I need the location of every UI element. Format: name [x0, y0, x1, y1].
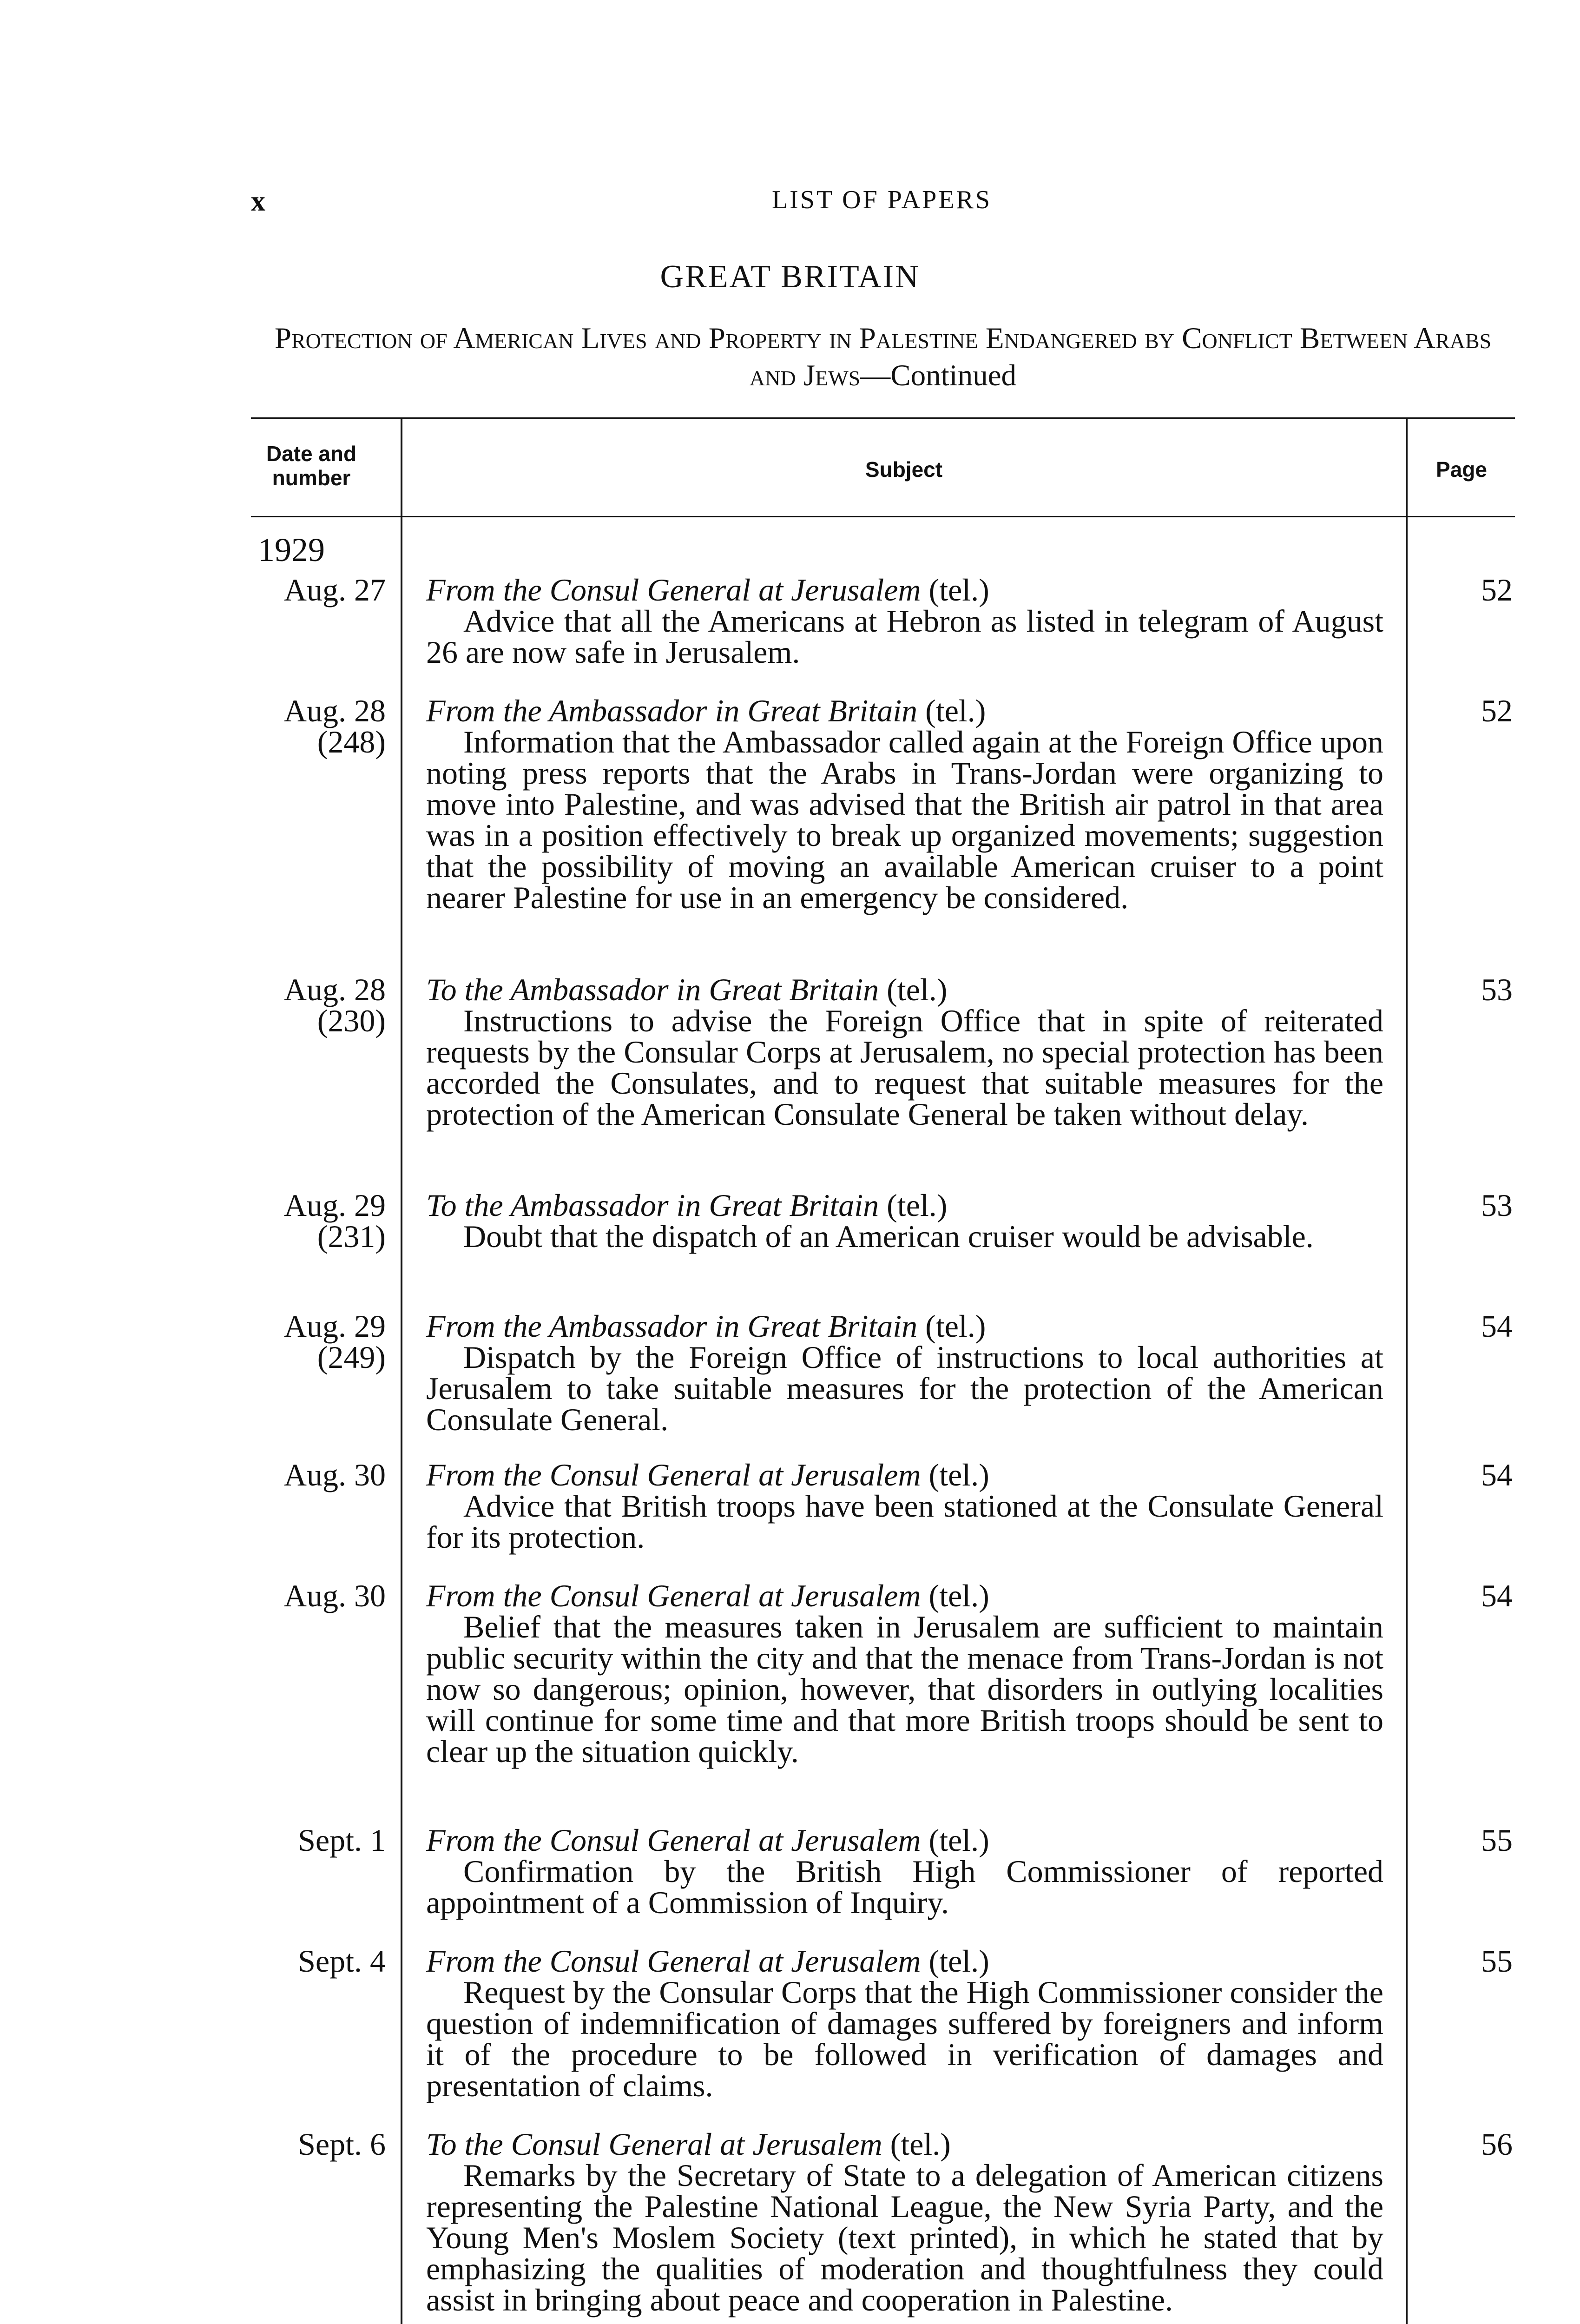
subject-cell — [426, 574, 1383, 668]
entry-heading — [426, 1822, 1383, 1858]
entry-page: 54 — [1481, 1308, 1513, 1344]
entry-heading-text: From the Consul General at Jerusalem — [426, 1457, 921, 1492]
entry-heading-text: From the Consul General at Jerusalem — [426, 1822, 921, 1858]
entry-heading-text: To the Ambassador in Great Britain — [426, 1188, 879, 1223]
section-title-suffix: —Continued — [860, 359, 1017, 392]
entry-tel: (tel.) — [928, 1943, 989, 1979]
table-header-rule — [251, 516, 1515, 517]
date-cell — [251, 1459, 386, 1491]
subject-cell — [426, 974, 1383, 1130]
subject-cell — [426, 1943, 1383, 2103]
subject-cell — [426, 1822, 1383, 1920]
entry-date: Aug. 28 — [283, 693, 386, 728]
entry-tel: (tel.) — [925, 1308, 986, 1344]
entry-date: Aug. 29 — [283, 1308, 386, 1344]
column-header-page: Page — [1436, 457, 1487, 482]
entry-page: 53 — [1481, 972, 1513, 1007]
entry-tel: (tel.) — [887, 972, 948, 1007]
subject-cell — [426, 2126, 1383, 2317]
entry-heading-text: From the Consul General at Jerusalem — [426, 572, 921, 607]
entry-number: (231) — [317, 1219, 386, 1254]
entry-heading-text: From the Consul General at Jerusalem — [426, 1943, 921, 1979]
entry-page: 52 — [1481, 572, 1513, 607]
entry-date: Sept. 4 — [298, 1943, 386, 1979]
date-cell — [251, 1190, 386, 1252]
entry-heading — [426, 695, 1383, 726]
entry-heading — [426, 1190, 1383, 1221]
entry-body: Dispatch by the Foreign Office of instructions to local authorities at Jerusalem to take suitable measures for the protection of the American Consulate General. — [426, 1340, 1383, 1437]
entry-date: Aug. 28 — [283, 972, 386, 1007]
entry-heading-text: From the Ambassador in Great Britain — [426, 693, 918, 728]
entry-heading — [426, 1308, 1383, 1344]
subject-cell — [426, 1190, 1383, 1252]
date-cell — [251, 695, 386, 758]
entry-heading — [426, 2126, 1383, 2162]
entry-heading — [426, 1943, 1383, 1979]
running-title: LIST OF PAPERS — [771, 185, 992, 214]
year-label: 1929 — [258, 531, 325, 568]
entry-tel: (tel.) — [928, 572, 989, 607]
entry-body: Remarks by the Secretary of State to a delegation of American citizens representing the Palestine National League, the New Syria Party, and the Young Men's Moslem Society (text printed), in which he stated that by emphasizing the qualities of moderation and thoughtfulness they could assist in bringing about peace and cooperation in Palestine. — [426, 2158, 1383, 2317]
entry-number: (248) — [317, 724, 386, 759]
entry-page: 52 — [1481, 693, 1513, 728]
entry-body: Doubt that the dispatch of an American cruiser would be advisable. — [463, 1219, 1314, 1254]
entry-heading — [426, 574, 1383, 606]
entry-heading-text: To the Consul General at Jerusalem — [426, 2126, 882, 2162]
entry-page: 55 — [1481, 1822, 1513, 1858]
column-divider-left — [401, 418, 402, 2324]
entry-heading-text: From the Ambassador in Great Britain — [426, 1308, 918, 1344]
entry-page: 56 — [1481, 2126, 1513, 2162]
column-header-date: Date and number — [266, 442, 357, 490]
subject-cell — [426, 695, 1383, 913]
entry-date: Sept. 6 — [298, 2126, 386, 2162]
running-head — [251, 185, 1513, 227]
entry-heading-text: To the Ambassador in Great Britain — [426, 972, 879, 1007]
column-divider-right — [1406, 418, 1408, 2324]
date-cell — [251, 1822, 386, 1858]
entry-page: 54 — [1481, 1457, 1513, 1492]
subject-cell — [426, 1580, 1383, 1767]
entry-heading — [426, 974, 1383, 1005]
date-cell — [251, 974, 386, 1037]
entry-tel: (tel.) — [887, 1188, 948, 1223]
entry-body: Belief that the measures taken in Jerusalem are sufficient to maintain public security within the city and that the menace from Trans-Jordan is not now so dangerous; opinion, however, that disorders in outlying localities will continue for some time and that more British troops should be sent to clear up the situation quickly. — [426, 1609, 1383, 1769]
entry-heading — [426, 1580, 1383, 1611]
entry-date: Aug. 27 — [283, 572, 386, 607]
date-cell — [251, 1580, 386, 1611]
section-title-text: Protection of American Lives and Property in Palestine Endangered by Conflict Between Arabs and Jews — [274, 322, 1492, 392]
entry-date: Aug. 29 — [283, 1188, 386, 1223]
subject-cell — [426, 1308, 1383, 1437]
entry-date: Aug. 30 — [283, 1578, 386, 1613]
date-cell — [251, 1943, 386, 1979]
date-cell — [251, 1308, 386, 1375]
entry-body: Information that the Ambassador called again at the Foreign Office upon noting press reports that the Arabs in Trans-Jordan were organizing to move into Palestine, and was advised that the British air patrol in that area was in a position effectively to break up organized movements; suggestion that the possibility of moving an available American cruiser to a point nearer Palestine for use in an emergency be considered. — [426, 724, 1383, 915]
entry-body: Request by the Consular Corps that the High Commissioner consider the question of indemnification of damages suffered by foreigners and inform it of the procedure to be followed in verification of damages and presentation of claims. — [426, 1974, 1383, 2103]
entry-tel: (tel.) — [928, 1578, 989, 1613]
entry-page: 53 — [1481, 1188, 1513, 1223]
entry-number: (249) — [317, 1340, 386, 1375]
country-heading: GREAT BRITAIN — [660, 259, 920, 295]
column-header-subject: Subject — [865, 457, 943, 482]
entry-tel: (tel.) — [925, 693, 986, 728]
entry-number: (230) — [317, 1003, 386, 1038]
entry-heading-text: From the Consul General at Jerusalem — [426, 1578, 921, 1613]
entry-body: Advice that all the Americans at Hebron as listed in telegram of August 26 are now safe in Jerusalem. — [426, 603, 1383, 670]
entry-date: Sept. 1 — [298, 1822, 386, 1858]
entry-page: 55 — [1481, 1943, 1513, 1979]
entry-page: 54 — [1481, 1578, 1513, 1613]
table-top-rule — [251, 417, 1515, 419]
entry-body: Instructions to advise the Foreign Office that in spite of reiterated requests by the Consular Corps at Jerusalem, no special protection has been accorded the Consulates, and to request that suitable measures for the protection of the American Consulate General be taken without delay. — [426, 1003, 1383, 1132]
section-title — [251, 320, 1515, 394]
date-cell — [251, 574, 386, 606]
entry-tel: (tel.) — [928, 1457, 989, 1492]
date-cell — [251, 2126, 386, 2162]
entry-heading — [426, 1459, 1383, 1491]
entry-body: Confirmation by the British High Commissioner of reported appointment of a Commission of Inquiry. — [426, 1854, 1383, 1920]
entry-tel: (tel.) — [928, 1822, 989, 1858]
entry-body: Advice that British troops have been stationed at the Consulate General for its protection. — [426, 1488, 1383, 1555]
entry-tel: (tel.) — [890, 2126, 951, 2162]
page-number: x — [251, 185, 265, 217]
entry-date: Aug. 30 — [283, 1457, 386, 1492]
subject-cell — [426, 1459, 1383, 1553]
